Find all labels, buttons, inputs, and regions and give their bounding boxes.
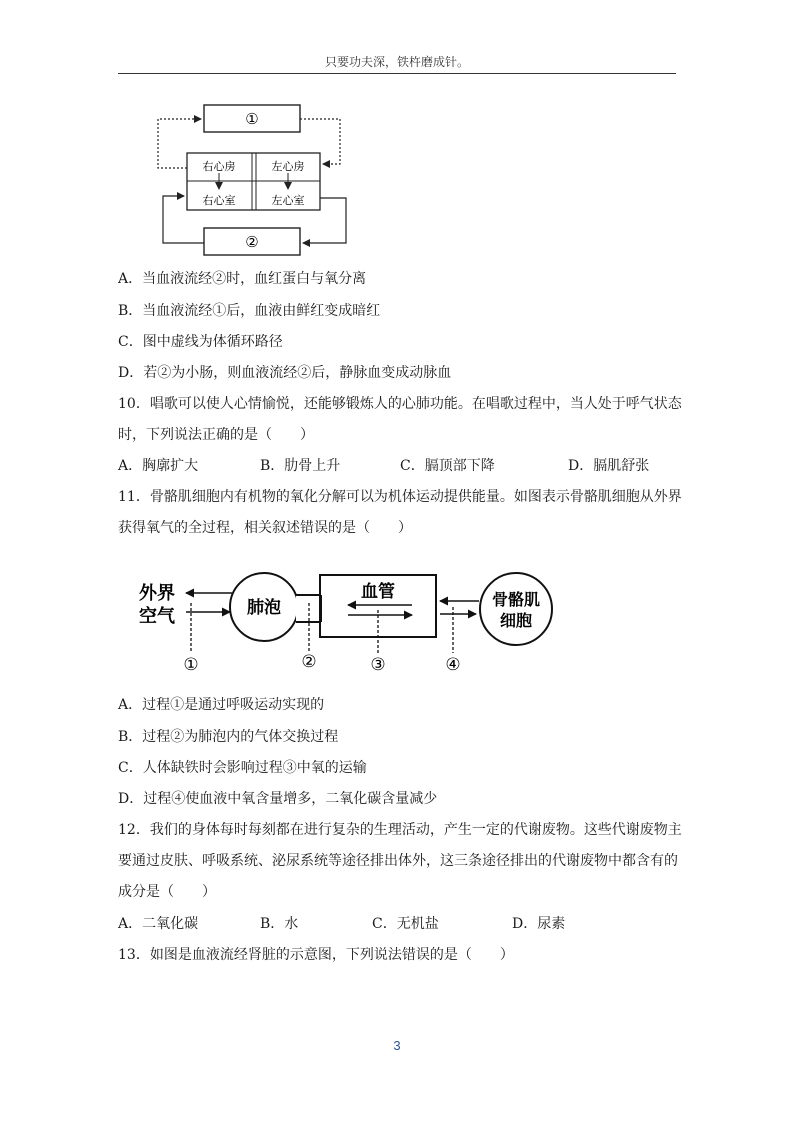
q11-option-c: C．人体缺铁时会影响过程③中氧的运输	[118, 760, 367, 776]
q9-option-a: A．当血液流经②时，血红蛋白与氧分离	[118, 271, 367, 287]
left-atrium-label: 左心房	[271, 160, 305, 173]
q10-option-b: B．肋骨上升	[260, 458, 341, 474]
q10-option-c: C．膈顶部下降	[400, 458, 495, 474]
q12-option-a: A．二氧化碳	[118, 916, 199, 932]
alveolus-label: 肺泡	[247, 598, 281, 618]
solid-path-left	[163, 196, 204, 243]
q12-option-c: C．无机盐	[372, 916, 439, 932]
left-ventricle-label: 左心室	[271, 194, 305, 207]
q10-stem-line1: 10．唱歌可以使人心情愉悦，还能够锻炼人的心肺功能。在唱歌过程中，当人处于呼气状态	[118, 396, 682, 412]
q12-stem-line3: 成分是（ ）	[118, 884, 216, 900]
box-2-label: ②	[245, 233, 259, 251]
q12-stem-line1: 12．我们的身体每时每刻都在进行复杂的生理活动，产生一定的代谢废物。这些代谢废物主	[118, 822, 682, 838]
right-ventricle-label: 右心室	[202, 194, 236, 207]
dotted-path-left	[158, 119, 201, 168]
q12-option-d: D．尿素	[512, 916, 566, 932]
right-atrium-label: 右心房	[202, 160, 236, 173]
q13-stem: 13．如图是血液流经肾脏的示意图，下列说法错误的是（ ）	[118, 947, 514, 963]
circulation-diagram	[140, 98, 365, 258]
muscle-cell	[480, 573, 552, 645]
q9-option-c: C．图中虚线为体循环路径	[118, 334, 283, 350]
header-motto: 只要功夫深，铁杵磨成针。	[324, 55, 469, 69]
box-1-label: ①	[245, 110, 259, 128]
header-divider	[118, 73, 676, 74]
q11-option-d: D．过程④使血液中氧含量增多，二氧化碳含量减少	[118, 791, 438, 807]
q10-stem-line2: 时，下列说法正确的是（ ）	[118, 427, 314, 443]
muscle-cell-label-2: 细胞	[499, 611, 533, 630]
q9-option-b: B．当血液流经①后，血液由鲜红变成暗红	[118, 303, 381, 319]
muscle-cell-label-1: 骨骼肌	[491, 590, 541, 609]
q11-stem-line2: 获得氧气的全过程，相关叙述错误的是（ ）	[118, 520, 412, 536]
q10-option-d: D．膈肌舒张	[568, 458, 650, 474]
marker-2: ②	[301, 652, 317, 672]
oxygen-pathway-diagram	[122, 552, 562, 684]
q12-option-b: B．水	[260, 916, 299, 932]
solid-path-right	[303, 198, 346, 243]
page-number: 3	[393, 1038, 401, 1053]
q11-option-a: A．过程①是通过呼吸运动实现的	[118, 697, 325, 713]
q11-option-b: B．过程②为肺泡内的气体交换过程	[118, 729, 339, 745]
outside-air-label-2: 空气	[139, 606, 175, 627]
q12-stem-line2: 要通过皮肤、呼吸系统、泌尿系统等途径排出体外，这三条途径排出的代谢废物中都含有的	[118, 853, 678, 869]
q9-option-d: D．若②为小肠，则血液流经②后，静脉血变成动脉血	[118, 365, 452, 381]
marker-4: ④	[445, 655, 461, 675]
outside-air-label-1: 外界	[139, 583, 175, 604]
q11-stem-line1: 11．骨骼肌细胞内有机物的氧化分解可以为机体运动提供能量。如图表示骨骼肌细胞从外界	[118, 489, 682, 505]
q10-option-a: A．胸廓扩大	[118, 458, 199, 474]
blood-vessel-label: 血管	[361, 582, 395, 602]
marker-3: ③	[370, 655, 386, 675]
marker-1: ①	[183, 655, 199, 675]
